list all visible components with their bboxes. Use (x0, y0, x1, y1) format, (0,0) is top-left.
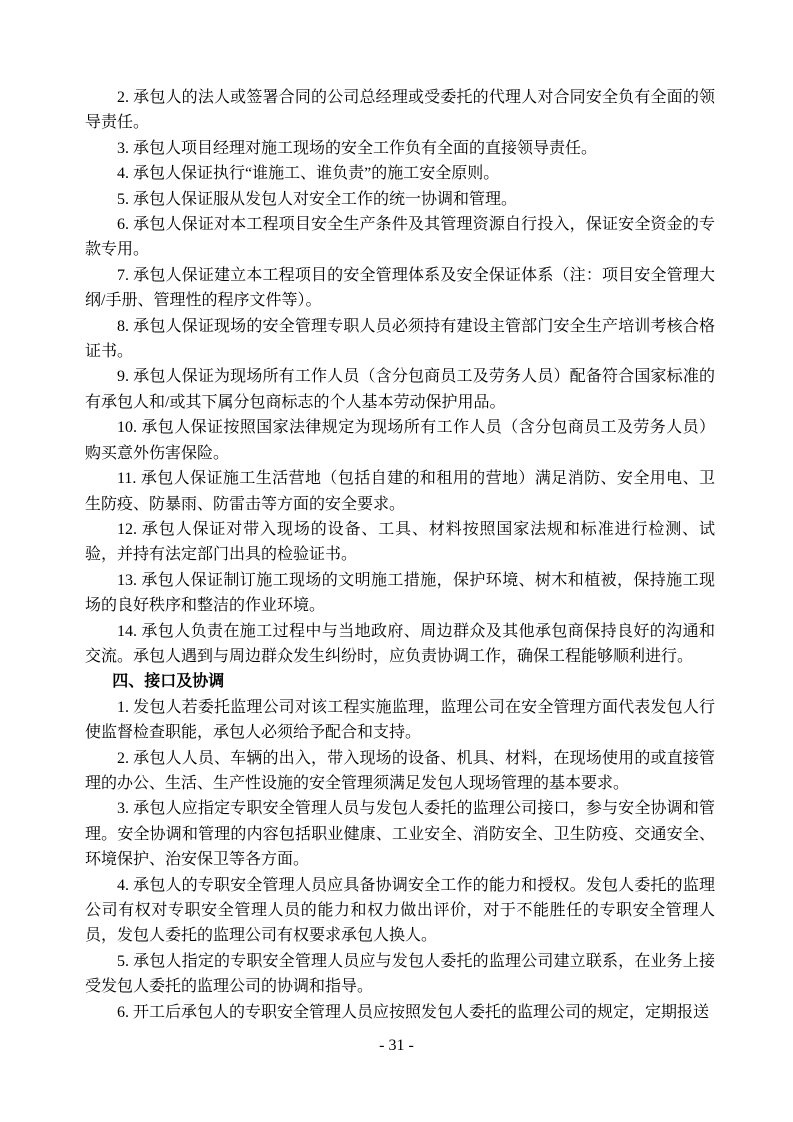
contract-clause: 3. 承包人项目经理对施工现场的安全工作负有全面的直接领导责任。 (117, 139, 598, 157)
contract-clause: 2. 承包人人员、车辆的出入，带入现场的设备、机具、材料，在现场使用的或直接管理的办公、生活、生产性设施的安全管理须满足发包人现场管理的基本要求。 (85, 749, 715, 792)
document-body (85, 85, 715, 1025)
contract-clause: 4. 承包人保证执行“谁施工、谁负责”的施工安全原则。 (117, 165, 500, 183)
page-number: - 31 - (379, 1037, 414, 1054)
contract-clause: 4. 承包人的专职安全管理人员应具备协调安全工作的能力和授权。发包人委托的监理公司有权对专职安全管理人员的能力和权力做出评价，对于不能胜任的专职安全管理人员，发包人委托的监理公司有权要求承包人换人。 (85, 876, 715, 945)
contract-clause: 9. 承包人保证为现场所有工作人员（含分包商员工及劳务人员）配备符合国家标准的有承包人和/或其下属分包商标志的个人基本劳动保护用品。 (85, 368, 715, 411)
contract-clause: 5. 承包人保证服从发包人对安全工作的统一协调和管理。 (117, 190, 518, 208)
contract-clause: 6. 承包人保证对本工程项目安全生产条件及其管理资源自行投入，保证安全资金的专款专用。 (85, 216, 715, 259)
contract-clause: 2. 承包人的法人或签署合同的公司总经理或受委托的代理人对合同安全负有全面的领导责任。 (85, 89, 715, 132)
contract-clause: 1. 发包人若委托监理公司对该工程实施监理，监理公司在安全管理方面代表发包人行使监督检查职能，承包人必须给予配合和支持。 (85, 698, 715, 742)
contract-clause: 11. 承包人保证施工生活营地（包括自建的和租用的营地）满足消防、安全用电、卫生防疫、防暴雨、防雷击等方面的安全要求。 (85, 470, 715, 513)
contract-clause: 8. 承包人保证现场的安全管理专职人员必须持有建设主管部门安全生产培训考核合格证书。 (85, 317, 715, 361)
contract-clause: 12. 承包人保证对带入现场的设备、工具、材料按照国家法规和标准进行检测、试验，并持有法定部门出具的检验证书。 (85, 520, 715, 564)
contract-clause: 7. 承包人保证建立本工程项目的安全管理体系及安全保证体系（注：项目安全管理大纲/手册、管理性的程序文件等）。 (85, 266, 715, 310)
contract-clause: 5. 承包人指定的专职安全管理人员应与发包人委托的监理公司建立联系，在业务上接受发包人委托的监理公司的协调和指导。 (85, 952, 715, 996)
contract-clause: 13. 承包人保证制订施工现场的文明施工措施，保护环境、树木和植被，保持施工现场的良好秩序和整洁的作业环境。 (85, 571, 715, 615)
contract-clause: 14. 承包人负责在施工过程中与当地政府、周边群众及其他承包商保持良好的沟通和交流。承包人遇到与周边群众发生纠纷时，应负责协调工作，确保工程能够顺利进行。 (85, 622, 715, 665)
contract-clause: 3. 承包人应指定专职安全管理人员与发包人委托的监理公司接口，参与安全协调和管理。安全协调和管理的内容包括职业健康、工业安全、消防安全、卫生防疫、交通安全、环境保护、治安保卫等各方面。 (85, 800, 715, 869)
contract-clause: 6. 开工后承包人的专职安全管理人员应按照发包人委托的监理公司的规定，定期报送 (117, 1003, 710, 1021)
contract-clause: 10. 承包人保证按照国家法律规定为现场所有工作人员（含分包商员工及劳务人员）购买意外伤害保险。 (85, 419, 715, 462)
section-heading-interface-coordination: 四、接口及协调 (112, 673, 225, 691)
